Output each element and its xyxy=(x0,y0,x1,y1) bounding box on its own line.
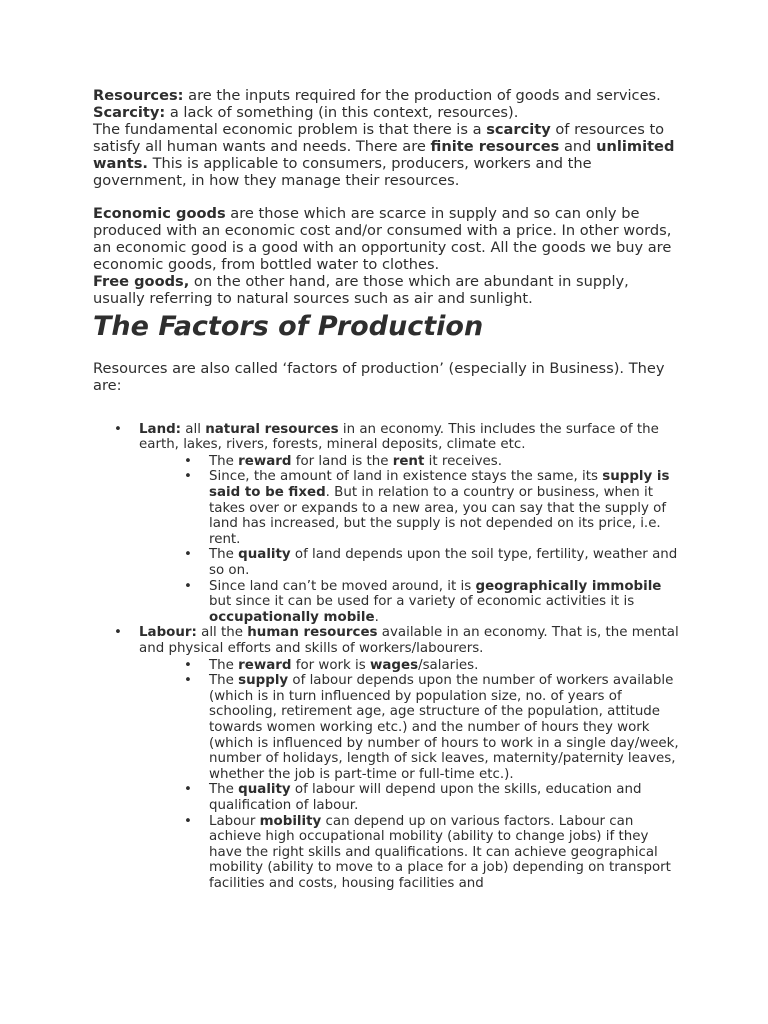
land-quality-item: • The quality of land depends upon the soil type, fertility, weather and so on. xyxy=(184,547,678,579)
bullet-icon: • xyxy=(114,421,122,437)
resources-definition: Resources: are the inputs required for the production of goods and services. xyxy=(93,87,661,104)
free-goods-paragraph: Free goods, on the other hand, are those which are abundant in supply, usually referring to natural sources such as air and sunlight. xyxy=(93,273,629,307)
free-goods-term: Free goods, xyxy=(93,273,190,291)
section-heading: The Factors of Production xyxy=(93,310,484,342)
scarcity-term: Scarcity: xyxy=(93,103,166,121)
list-item-labour: • Labour: all the human resources available in an economy. That is, the mental and physical efforts and skills of workers/labourers. • The reward for work is wages/salaries. • The supply of labour depends upon the number of workers available (which is in turn influenced by population size, no. of years of schooling, retirement age, age structure of the population, attitude towards women working etc.) and the number of hours they work (which is influenced by number of hours to work in a single day/week, number of holidays, length of sick leaves, maternity/paternity leaves, whether the job is part-time or full-time etc.). • The quality of labour will depend upon the skills, education and qualification of labour. • Labour mobility can depend up on various factors. Labour can achieve high occupational mobility (ability to change jobs) if they have the right skills and qualifications. It can achieve geographical mobility (ability to move to a place for a job) depending on transport facilities and costs, housing facilities and xyxy=(93,625,683,891)
bullet-icon: • xyxy=(184,469,192,485)
labour-sublist xyxy=(139,658,683,892)
land-supply-item: • Since, the amount of land in existence stays the same, its supply is said to be fixed. But in relation to a country or business, when it takes over or expands to a new area, you can say that the supply of land has increased, but the supply is not depended on its price, i.e. rent. xyxy=(184,469,670,547)
bullet-icon: • xyxy=(184,813,192,829)
labour-reward-item: • The reward for work is wages/salaries. xyxy=(184,657,479,673)
bullet-icon: • xyxy=(184,782,192,798)
bullet-icon: • xyxy=(184,578,192,594)
resources-term: Resources: xyxy=(93,87,184,104)
land-sublist xyxy=(139,454,683,626)
labour-mobility-item: • Labour mobility can depend up on various factors. Labour can achieve high occupational mobility (ability to change jobs) if they have the right skills and qualifications. It can achieve geographical mobility (ability to move to a place for a job) depending on transport facilities and costs, housing facilities and xyxy=(184,813,671,891)
document-content xyxy=(93,88,683,892)
scarcity-definition: Scarcity: a lack of something (in this context, resources). xyxy=(93,103,519,121)
economic-problem-paragraph: The fundamental economic problem is that there is a scarcity of resources to satisfy all human wants and needs. There are finite resources and unlimited wants. This is applicable to consumers, producers, workers and the government, in how they manage their resources. xyxy=(93,120,675,189)
bullet-icon: • xyxy=(114,625,122,641)
land-reward-item: • The reward for land is the rent it receives. xyxy=(184,453,503,469)
factors-intro-paragraph: Resources are also called ‘factors of production’ (especially in Business). They are: xyxy=(93,359,665,394)
labour-term: Labour: xyxy=(139,625,197,641)
labour-supply-item: • The supply of labour depends upon the number of workers available (which is in turn influenced by population size, no. of years of schooling, retirement age, age structure of the population, attitude towards women working etc.) and the number of hours they work (which is influenced by number of hours to work in a single day/week, number of holidays, length of sick leaves, maternity/paternity leaves, whether the job is part-time or full-time etc.). xyxy=(184,673,679,782)
land-term: Land: xyxy=(139,421,182,437)
list-item-land: • Land: all natural resources in an economy. This includes the surface of the earth, lakes, rivers, forests, mineral deposits, climate etc. • The reward for land is the rent it receives. • Since, the amount of land in existence stays the same, its supply is said to be fixed. But in relation to a country or business, when it takes over or expands to a new area, you can say that the supply of land has increased, but the supply is not depended on its price, i.e. rent. • The quality of land depends upon the soil type, fertility, weather and so on. • Since land can’t be moved around, it is geographically immobile but since it can be used for a variety of economic activities it is occupationally mobile. xyxy=(93,422,683,626)
factors-list xyxy=(93,422,683,892)
spacer xyxy=(93,189,683,206)
land-mobility-item: • Since land can’t be moved around, it is geographically immobile but since it can be used for a variety of economic activities it is occupationally mobile. xyxy=(184,578,662,625)
labour-quality-item: • The quality of labour will depend upon the skills, education and qualification of labour. xyxy=(184,782,642,813)
economic-goods-term: Economic goods xyxy=(93,205,226,223)
bullet-icon: • xyxy=(184,547,192,563)
bullet-icon: • xyxy=(184,657,192,673)
bullet-icon: • xyxy=(184,453,192,469)
economic-goods-paragraph: Economic goods are those which are scarce in supply and so can only be produced with an economic cost and/or consumed with a price. In other words, an economic good is a good with an opportunity cost. All the goods we buy are economic goods, from bottled water to clothes. xyxy=(93,205,672,274)
bullet-icon: • xyxy=(184,673,192,689)
